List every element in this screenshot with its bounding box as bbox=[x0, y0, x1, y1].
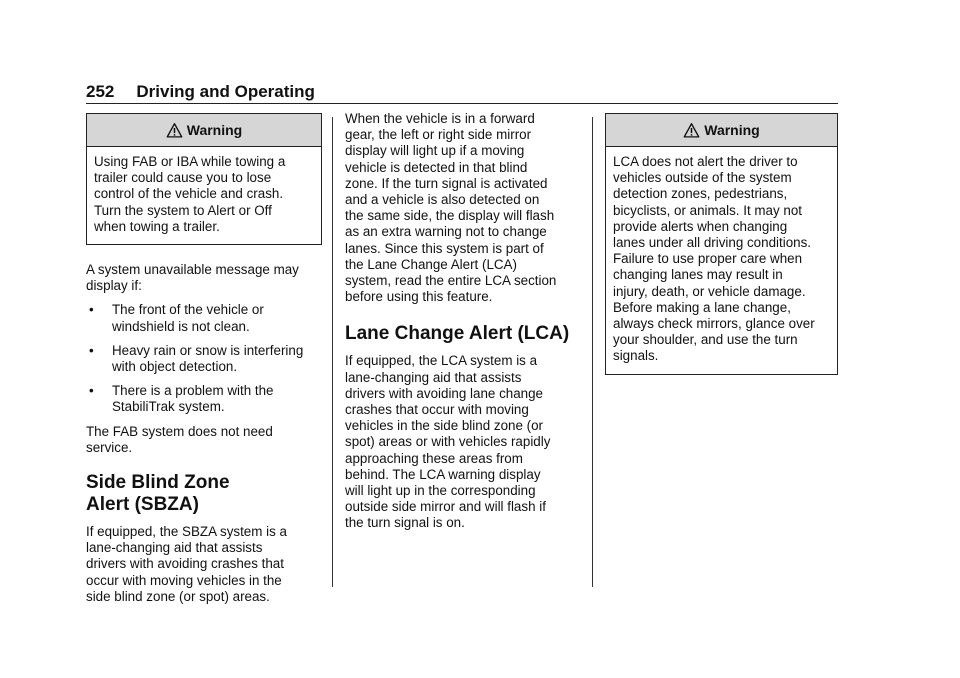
text-line: The front of the vehicle or bbox=[112, 302, 264, 318]
warning-header bbox=[87, 114, 321, 147]
warning-line: provide alerts when changing bbox=[613, 218, 788, 234]
warning-header bbox=[606, 114, 837, 147]
text-line: behind. The LCA warning display bbox=[345, 466, 541, 482]
heading-line: Side Blind Zone bbox=[86, 472, 230, 494]
column-divider-right bbox=[592, 117, 593, 587]
text-line: drivers with avoiding lane change bbox=[345, 385, 544, 401]
header-rule bbox=[86, 103, 838, 104]
text-line: the Lane Change Alert (LCA) bbox=[345, 256, 517, 272]
text-line: side blind zone (or spot) areas. bbox=[86, 588, 270, 604]
text-line: spot) areas or with vehicles rapidly bbox=[345, 434, 551, 450]
warning-line: always check mirrors, glance over bbox=[613, 316, 815, 332]
text-line: When the vehicle is in a forward bbox=[345, 111, 535, 126]
warning-body bbox=[606, 147, 837, 374]
warning-line: LCA does not alert the driver to bbox=[613, 154, 798, 169]
column-2 bbox=[345, 111, 585, 540]
text-line: display will light up if a moving bbox=[345, 143, 525, 159]
text-line: windshield is not clean. bbox=[112, 318, 250, 334]
warning-line: control of the vehicle and crash. bbox=[94, 186, 284, 202]
list-item bbox=[86, 302, 322, 334]
list-item bbox=[86, 383, 322, 415]
text-line: occur with moving vehicles in the bbox=[86, 572, 282, 588]
warning-line: trailer could cause you to lose bbox=[94, 170, 272, 186]
text-line: approaching these areas from bbox=[345, 450, 523, 466]
warning-line: Turn the system to Alert or Off bbox=[94, 202, 272, 218]
paragraph-sbza-description bbox=[86, 524, 322, 605]
warning-icon bbox=[166, 122, 183, 139]
text-line: will light up in the corresponding bbox=[345, 483, 536, 499]
text-line: display if: bbox=[86, 278, 142, 294]
warning-line: detection zones, pedestrians, bbox=[613, 186, 788, 202]
paragraph-lca-description bbox=[345, 353, 585, 531]
column-1 bbox=[86, 113, 322, 613]
text-line: A system unavailable message may bbox=[86, 262, 299, 278]
text-line: with object detection. bbox=[112, 359, 238, 375]
text-line: There is a problem with the bbox=[112, 383, 274, 399]
text-line: system, read the entire LCA section bbox=[345, 273, 557, 289]
paragraph-sbza-display bbox=[345, 111, 585, 305]
warning-line: when towing a trailer. bbox=[94, 218, 220, 234]
text-line: drivers with avoiding crashes that bbox=[86, 556, 284, 572]
paragraph-system-unavailable bbox=[86, 262, 322, 294]
warning-title: Warning bbox=[704, 121, 760, 138]
warning-line: Before making a lane change, bbox=[613, 299, 791, 315]
warning-line: vehicles outside of the system bbox=[613, 170, 792, 186]
section-heading-lca: Lane Change Alert (LCA) bbox=[345, 323, 570, 345]
warning-box-towing bbox=[86, 113, 322, 245]
text-line: and a vehicle is also detected on bbox=[345, 192, 540, 208]
warning-icon bbox=[683, 122, 700, 139]
text-line: as an extra warning not to change bbox=[345, 224, 547, 240]
text-line: the same side, the display will flash bbox=[345, 208, 555, 224]
warning-line: injury, death, or vehicle damage. bbox=[613, 283, 806, 299]
warning-line: lanes under all driving conditions. bbox=[613, 235, 812, 251]
warning-line: Failure to use proper care when bbox=[613, 251, 803, 267]
text-line: gear, the left or right side mirror bbox=[345, 127, 532, 143]
section-heading-sbza bbox=[86, 472, 322, 516]
text-line: the turn signal is on. bbox=[345, 515, 465, 531]
warning-title: Warning bbox=[186, 121, 243, 138]
text-line: before using this feature. bbox=[345, 289, 493, 305]
warning-line: changing lanes may result in bbox=[613, 267, 783, 283]
warning-line: bicyclists, or animals. It may not bbox=[613, 202, 803, 218]
paragraph-fab-service bbox=[86, 424, 322, 456]
bullet-list bbox=[86, 302, 322, 415]
page-number: 252 bbox=[86, 82, 115, 101]
warning-line: signals. bbox=[613, 348, 659, 364]
page-header bbox=[86, 82, 838, 102]
text-line: zone. If the turn signal is activated bbox=[345, 175, 548, 191]
text-line: lanes. Since this system is part of bbox=[345, 240, 544, 256]
column-3 bbox=[605, 113, 838, 375]
text-line: Heavy rain or snow is interfering bbox=[112, 342, 304, 358]
text-line: crashes that occur with moving bbox=[345, 402, 529, 418]
warning-body bbox=[87, 147, 321, 244]
bullet-marker: • bbox=[89, 383, 94, 399]
text-line: vehicles in the side blind zone (or bbox=[345, 418, 543, 434]
text-line: StabiliTrak system. bbox=[112, 399, 225, 415]
warning-line: Using FAB or IBA while towing a bbox=[94, 154, 286, 169]
text-line: The FAB system does not need bbox=[86, 423, 273, 439]
text-line: lane-changing aid that assists bbox=[345, 369, 522, 385]
warning-box-lca bbox=[605, 113, 838, 375]
warning-line: your shoulder, and use the turn bbox=[613, 332, 798, 348]
text-line: service. bbox=[86, 439, 133, 455]
bullet-marker: • bbox=[89, 342, 94, 358]
text-line: outside side mirror and will flash if bbox=[345, 499, 546, 515]
column-divider-left bbox=[332, 117, 333, 587]
text-line: lane-changing aid that assists bbox=[86, 540, 263, 556]
text-line: If equipped, the LCA system is a bbox=[345, 353, 538, 369]
text-line: If equipped, the SBZA system is a bbox=[86, 524, 287, 540]
heading-line: Alert (SBZA) bbox=[86, 494, 199, 516]
section-title: Driving and Operating bbox=[136, 82, 315, 101]
list-item bbox=[86, 343, 322, 375]
text-line: vehicle is detected in that blind bbox=[345, 159, 528, 175]
bullet-marker: • bbox=[89, 302, 94, 318]
